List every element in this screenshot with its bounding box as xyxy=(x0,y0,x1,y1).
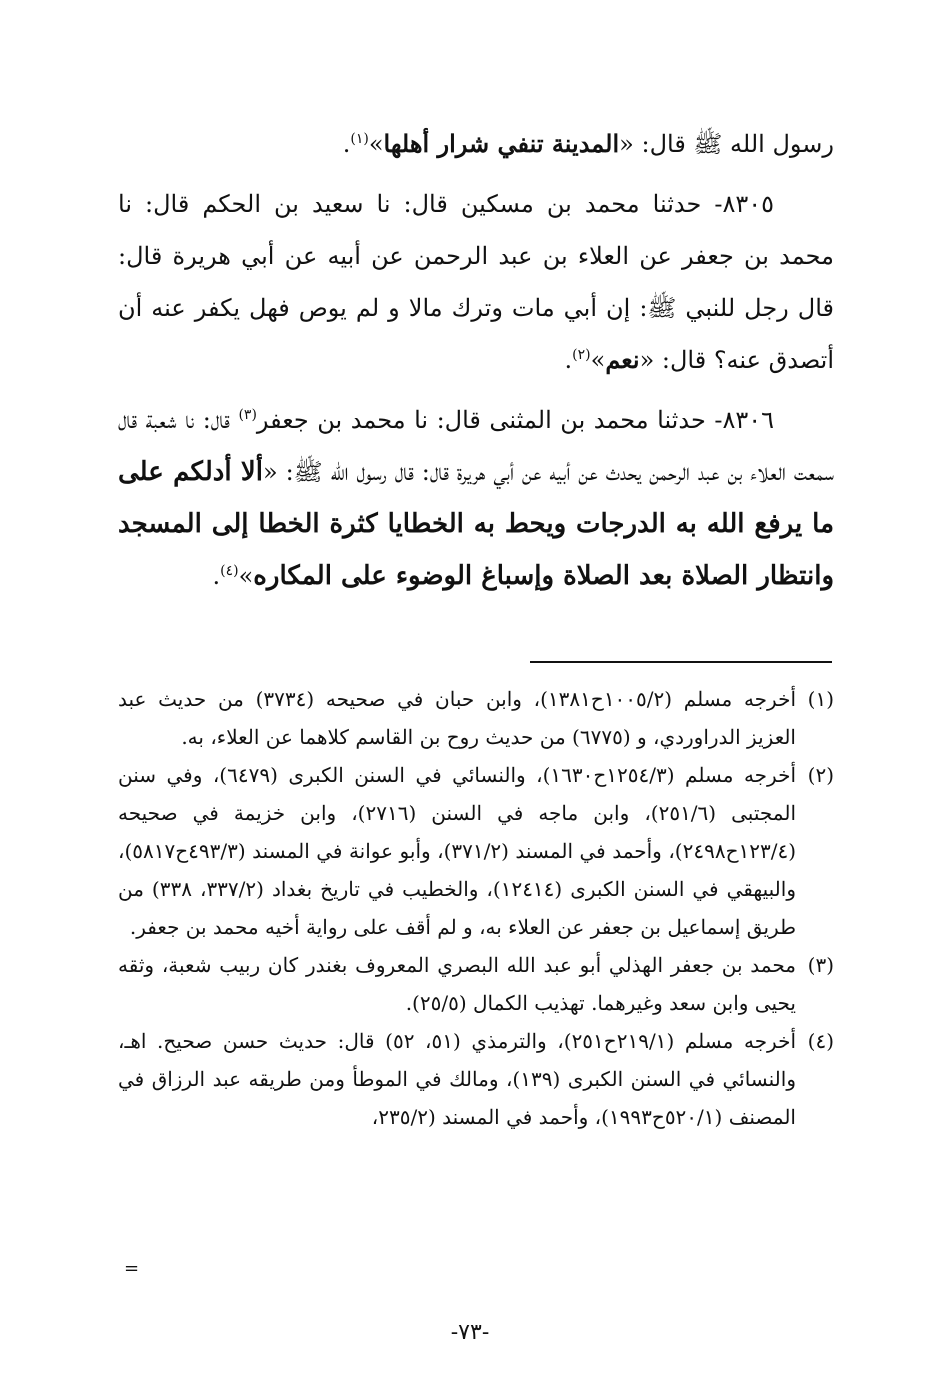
continuation-mark: = xyxy=(124,1258,140,1279)
footnote-2 xyxy=(118,756,834,946)
footnote-number: (٤) xyxy=(807,1029,834,1053)
p2-hadith-bold: نعم xyxy=(605,345,640,374)
footnote-text: أخرجه مسلم (١٢٥٤/٣ح١٦٣٠)، والنسائي في السنن الكبرى (٦٤٧٩)، وفي سنن المجتبى (٢٥١/٦)، وابن ماجه في السنن (٢٧١٦)، وابن خزيمة في صحيحه (١٢٣/٤ح٢٤٩٨)، وأحمد في المسند (٣٧١/٢)، وأبو عوانة في المسند (٤٩٣/٣ح٥٨١٧)، والبيهقي في السنن الكبرى (١٢٤١٤)، والخطيب في تاريخ بغداد (٣٣٧/٢، ٣٣٨) من طريق إسماعيل بن جعفر عن العلاء به، و لم أقف على رواية أخيه محمد بن جعفر. xyxy=(118,763,797,939)
paragraph-8306 xyxy=(118,394,834,602)
p2-end: . xyxy=(564,346,573,374)
p1-hadith-bold: المدينة تنفي شرار أهلها xyxy=(383,129,620,158)
p3-text-after: » xyxy=(238,562,254,590)
footnote-4 xyxy=(118,1022,834,1136)
footnotes xyxy=(118,680,834,1136)
paragraph-8305 xyxy=(118,178,834,386)
main-text xyxy=(118,118,834,610)
footnote-separator xyxy=(530,661,832,663)
p3-end: . xyxy=(212,562,221,590)
footnote-number: (٣) xyxy=(807,953,834,977)
footnote-ref-1[interactable]: (١) xyxy=(350,131,369,147)
paragraph-1 xyxy=(118,118,834,170)
footnote-1 xyxy=(118,680,834,756)
footnote-text: أخرجه مسلم (٢١٩/١ح٢٥١)، والترمذي (٥١، ٥٢) قال: حديث حسن صحيح. اهـ، والنسائي في السنن الكبرى (١٣٩)، ومالك في الموطأ ومن طريقه عبد الرزاق في المصنف (٥٢٠/١ح١٩٩٣)، وأحمد في المسند (٢٣٥/٢، xyxy=(118,1029,797,1129)
p3-hadith-bold: ألا أدلكم على ما يرفع الله به الدرجات ويحط به الخطايا كثرة الخطا إلى المسجد وانتظار الصلاة بعد الصلاة وإسباغ الوضوء على المكاره xyxy=(118,457,834,591)
footnote-text: أخرجه مسلم (١٠٠٥/٢ح١٣٨١)، وابن حبان في صحيحه (٣٧٣٤) من حديث عبد العزيز الدراوردي، و (٦٧٧٥) من حديث روح بن القاسم كلاهما عن العلاء، به. xyxy=(118,687,797,749)
p1-text-after: » xyxy=(368,130,384,158)
p1-text-before: رسول الله ﷺ قال: « xyxy=(619,130,834,158)
footnote-text: محمد بن جعفر الهذلي أبو عبد الله البصري المعروف بغندر كان ربيب شعبة، وثقه يحيى وابن سعد وغيرهما. تهذيب الكمال (٢٥/٥). xyxy=(118,953,796,1015)
footnote-ref-2[interactable]: (٢) xyxy=(572,347,591,363)
footnote-number: (٢) xyxy=(807,763,834,787)
p1-end: . xyxy=(342,130,351,158)
page-number: -٧٣- xyxy=(450,1320,490,1345)
p2-text: ٨٣٠٥- حدثنا محمد بن مسكين قال: نا سعيد بن الحكم قال: نا محمد بن جعفر عن العلاء بن عبد الرحمن عن أبيه عن أبي هريرة قال: قال رجل للنبي ﷺ: إن أبي مات وترك مالا و لم يوص فهل يكفر عنه أن أتصدق عنه؟ قال: « xyxy=(118,190,834,374)
footnote-3 xyxy=(118,946,834,1022)
footnote-ref-3[interactable]: (٣) xyxy=(238,407,257,423)
p2-text-after: » xyxy=(590,346,606,374)
p3-text-a: ٨٣٠٦- حدثنا محمد بن المثنى قال: نا محمد بن جعفر xyxy=(256,406,774,434)
footnote-ref-4[interactable]: (٤) xyxy=(220,563,239,579)
p3-text-b: قال: نا شعبة قال سمعت العلاء بن عبد الرحمن يحدث عن أبيه عن أبي هريرة قال: قال رسول الله ﷺ: « xyxy=(118,406,834,486)
footnote-number: (١) xyxy=(807,687,834,711)
